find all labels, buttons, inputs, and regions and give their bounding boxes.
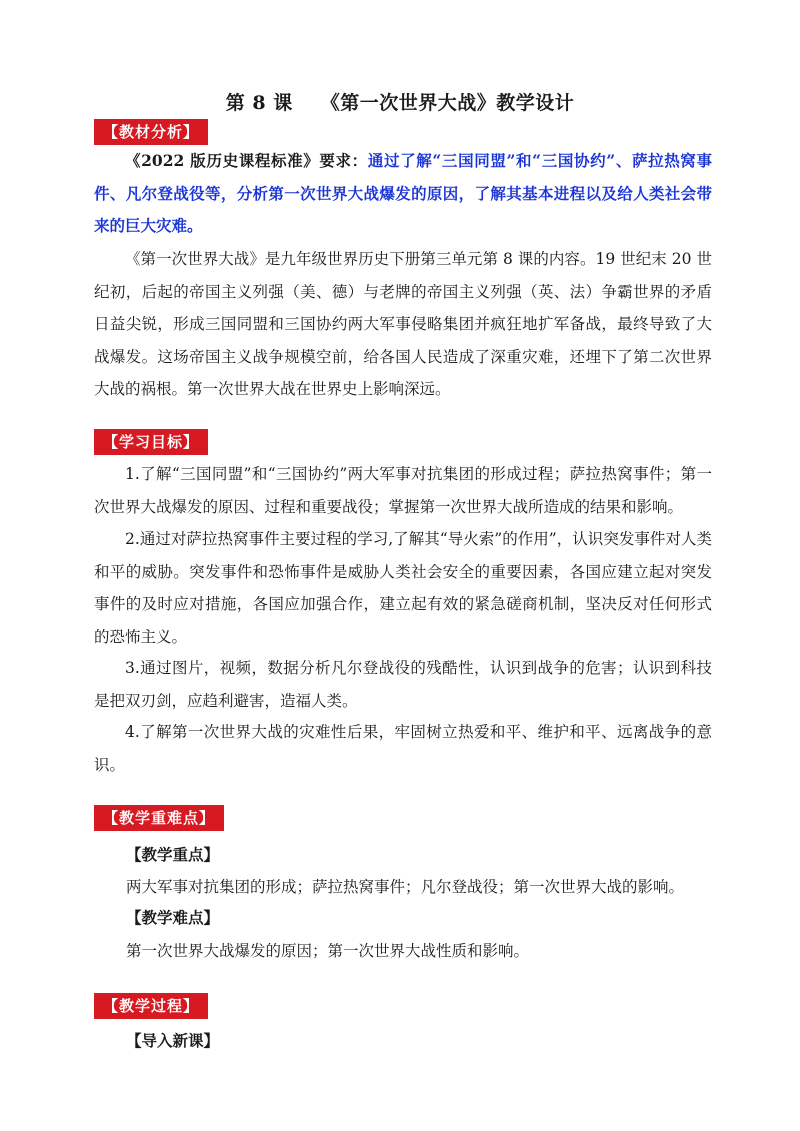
section-tag-textbook-analysis: 【教材分析】 <box>94 119 208 145</box>
lesson-name: 《第一次世界大战》教学设计 <box>320 92 575 114</box>
section-tag-key-points: 【教学重难点】 <box>94 805 224 831</box>
page-title <box>0 88 800 115</box>
objective-item-4: 4.了解第一次世界大战的灾难性后果，牢固树立热爱和平、维护和平、远离战争的意识。 <box>94 723 712 774</box>
focus-text: 两大军事对抗集团的形成；萨拉热窝事件；凡尔登战役；第一次世界大战的影响。 <box>126 878 685 896</box>
standard-lead: 《2022 版历史课程标准》要求： <box>125 151 368 170</box>
section-tag-objectives: 【学习目标】 <box>94 429 208 455</box>
difficulty-text: 第一次世界大战爆发的原因；第一次世界大战性质和影响。 <box>126 942 530 960</box>
analysis-paragraph: 《第一次世界大战》是九年级世界历史下册第三单元第 8 课的内容。19 世纪末 20 世纪初，后起的帝国主义列强（美、德）与老牌的帝国主义列强（英、法）争霸世界的矛盾日益尖锐，形成三国同盟和三国协约两大军事侵略集团并疯狂地扩军备战，最终导致了大战爆发。这场帝国主义战争规模空前，给各国人民造成了深重灾难，还埋下了第二次世界大战的祸根。第一次世界大战在世界史上影响深远。 <box>94 250 712 398</box>
curriculum-standard <box>94 145 712 243</box>
objective-item-1: 1.了解“三国同盟”和“三国协约”两大军事对抗集团的形成过程；萨拉热窝事件；第一次世界大战爆发的原因、过程和重要战役；掌握第一次世界大战所造成的结果和影响。 <box>94 465 712 516</box>
section-tag-process: 【教学过程】 <box>94 993 208 1019</box>
standard-text: 通过了解“三国同盟”和“三国协约”、萨拉热窝事件、凡尔登战役等，分析第一次世界大战爆发的原因，了解其基本进程以及给人类社会带来的巨大灾难。 <box>94 151 712 235</box>
objective-item-3: 3.通过图片，视频，数据分析凡尔登战役的残酷性，认识到战争的危害；认识到科技是把双刃剑，应趋利避害，造福人类。 <box>94 659 712 710</box>
intro-label: 【导入新课】 <box>126 1032 220 1050</box>
objective-item-2: 2.通过对萨拉热窝事件主要过程的学习,了解其“导火索”的作用”，认识突发事件对人类和平的威胁。突发事件和恐怖事件是威胁人类社会安全的重要因素，各国应建立起对突发事件的及时应对措施，各国应加强合作，建立起有效的紧急磋商机制，坚决反对任何形式的恐怖主义。 <box>94 530 712 646</box>
difficulty-label: 【教学难点】 <box>126 909 220 927</box>
focus-label: 【教学重点】 <box>126 846 220 864</box>
lesson-number: 第 8 课 <box>225 92 293 114</box>
